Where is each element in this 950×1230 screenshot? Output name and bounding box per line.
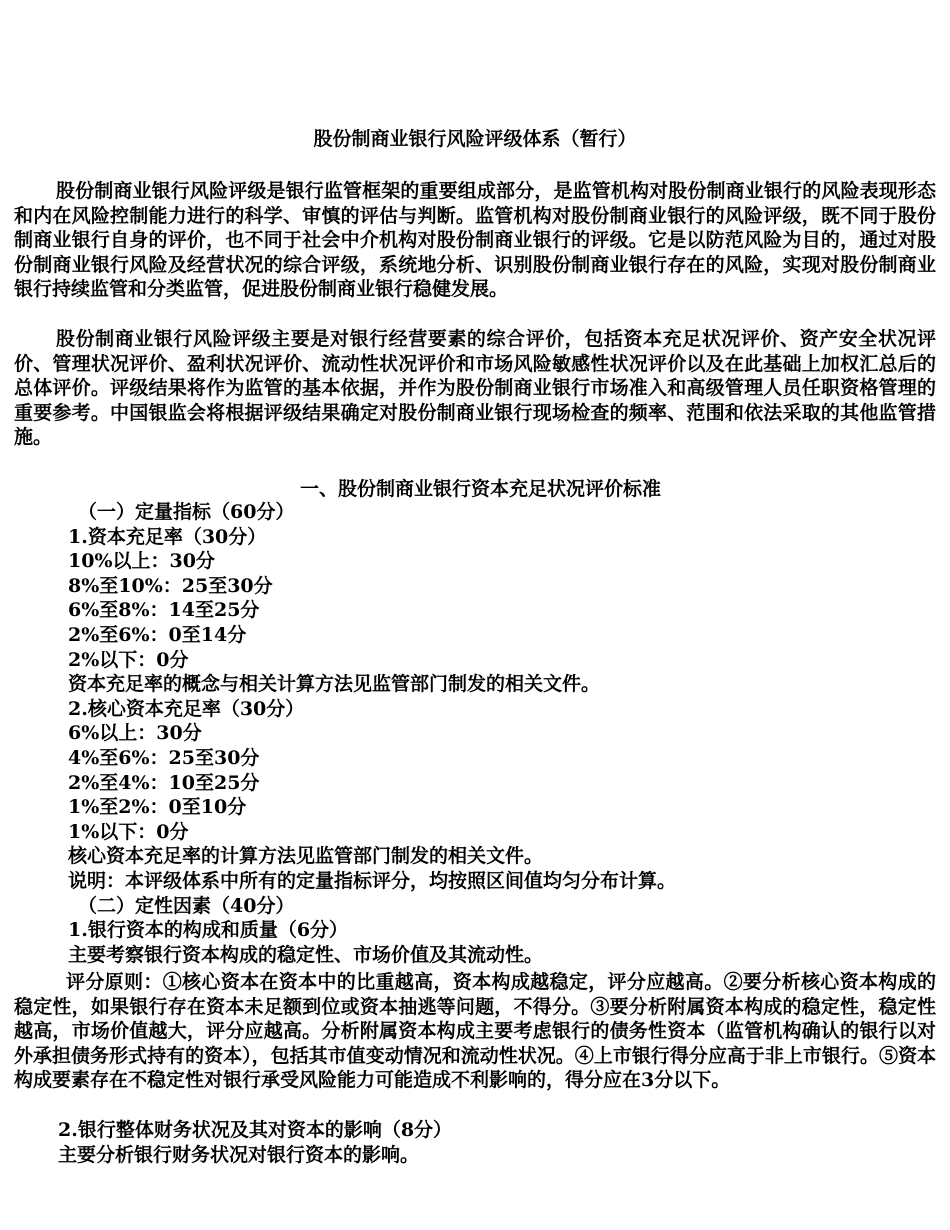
intro-paragraph-1: 股份制商业银行风险评级是银行监管框架的重要组成部分，是监管机构对股份制商业银行的风险表现形态和内在风险控制能力进行的科学、审慎的评估与判断。监管机构对股份制商业银行的风险评级，既不同于股份制商业银行自身的评价，也不同于社会中介机构对股份制商业银行的评级。它是以防范风险为目的，通过对股份制商业银行风险及经营状况的综合评级，系统地分析、识别股份制商业银行存在的风险，实现对股份制商业银行持续监管和分类监管，促进股份制商业银行稳健发展。 [14,180,936,301]
criteria-line: 8%至10%：25至30分 [68,574,273,597]
scoring-paragraph: 评分原则：①核心资本在资本中的比重越高，资本构成越稳定，评分应越高。②要分析核心资本构成的稳定性，如果银行存在资本未足额到位或资本抽逃等问题，不得分。③要分析附属资本构成的稳定性，稳定性越高，市场价值越大，评分应越高。分析附属资本构成主要考虑银行的债务性资本（监管机构确认的银行以对外承担债务形式持有的资本），包括其市值变动情况和流动性状况。④上市银行得分应高于非上市银行。⑤资本构成要素存在不稳定性对银行承受风险能力可能造成不利影响的，得分应在3分以下。 [14,971,936,1092]
intro-paragraph-2: 股份制商业银行风险评级主要是对银行经营要素的综合评价，包括资本充足状况评价、资产安全状况评价、管理状况评价、盈利状况评价、流动性状况评价和市场风险敏感性状况评价以及在此基础上加权汇总后的总体评价。评级结果将作为监管的基本依据，并作为股份制商业银行市场准入和高级管理人员任职资格管理的重要参考。中国银监会将根据评级结果确定对股份制商业银行现场检查的频率、范围和依法采取的其他监管措施。 [14,328,936,449]
indicator-heading: 2.银行整体财务状况及其对资本的影响（8分） [58,1119,453,1141]
indicator-heading: 1.资本充足率（30分） [68,525,267,548]
criteria-line: 6%至8%：14至25分 [68,599,260,622]
note-line: 说明：本评级体系中所有的定量指标评分，均按照区间值均匀分布计算。 [68,870,677,892]
note-line: 主要考察银行资本构成的稳定性、市场价值及其流动性。 [68,943,544,966]
subsection-heading: （二）定性因素（40分） [78,894,295,917]
section-title: 一、股份制商业银行资本充足状况评价标准 [300,478,662,500]
criteria-line: 10%以上：30分 [68,550,215,573]
note-line: 核心资本充足率的计算方法见监管部门制发的相关文件。 [68,845,544,868]
criteria-line: 2%至6%：0至14分 [68,624,247,646]
criteria-line: 4%至6%：25至30分 [68,747,260,769]
note-line: 资本充足率的概念与相关计算方法见监管部门制发的相关文件。 [68,673,601,696]
document-title: 股份制商业银行风险评级体系（暂行） [313,128,637,150]
criteria-line: 6%以上：30分 [68,722,202,745]
note-line: 主要分析银行财务状况对银行资本的影响。 [58,1144,420,1166]
indicator-heading: 2.核心资本充足率（30分） [68,697,305,720]
criteria-line: 1%以下：0分 [68,820,189,843]
indicator-heading: 1.银行资本的构成和质量（6分） [68,919,349,942]
criteria-line: 2%以下：0分 [68,648,189,671]
subsection-heading: （一）定量指标（60分） [78,501,295,523]
criteria-line: 1%至2%：0至10分 [68,796,247,819]
criteria-line: 2%至4%：10至25分 [68,771,260,794]
